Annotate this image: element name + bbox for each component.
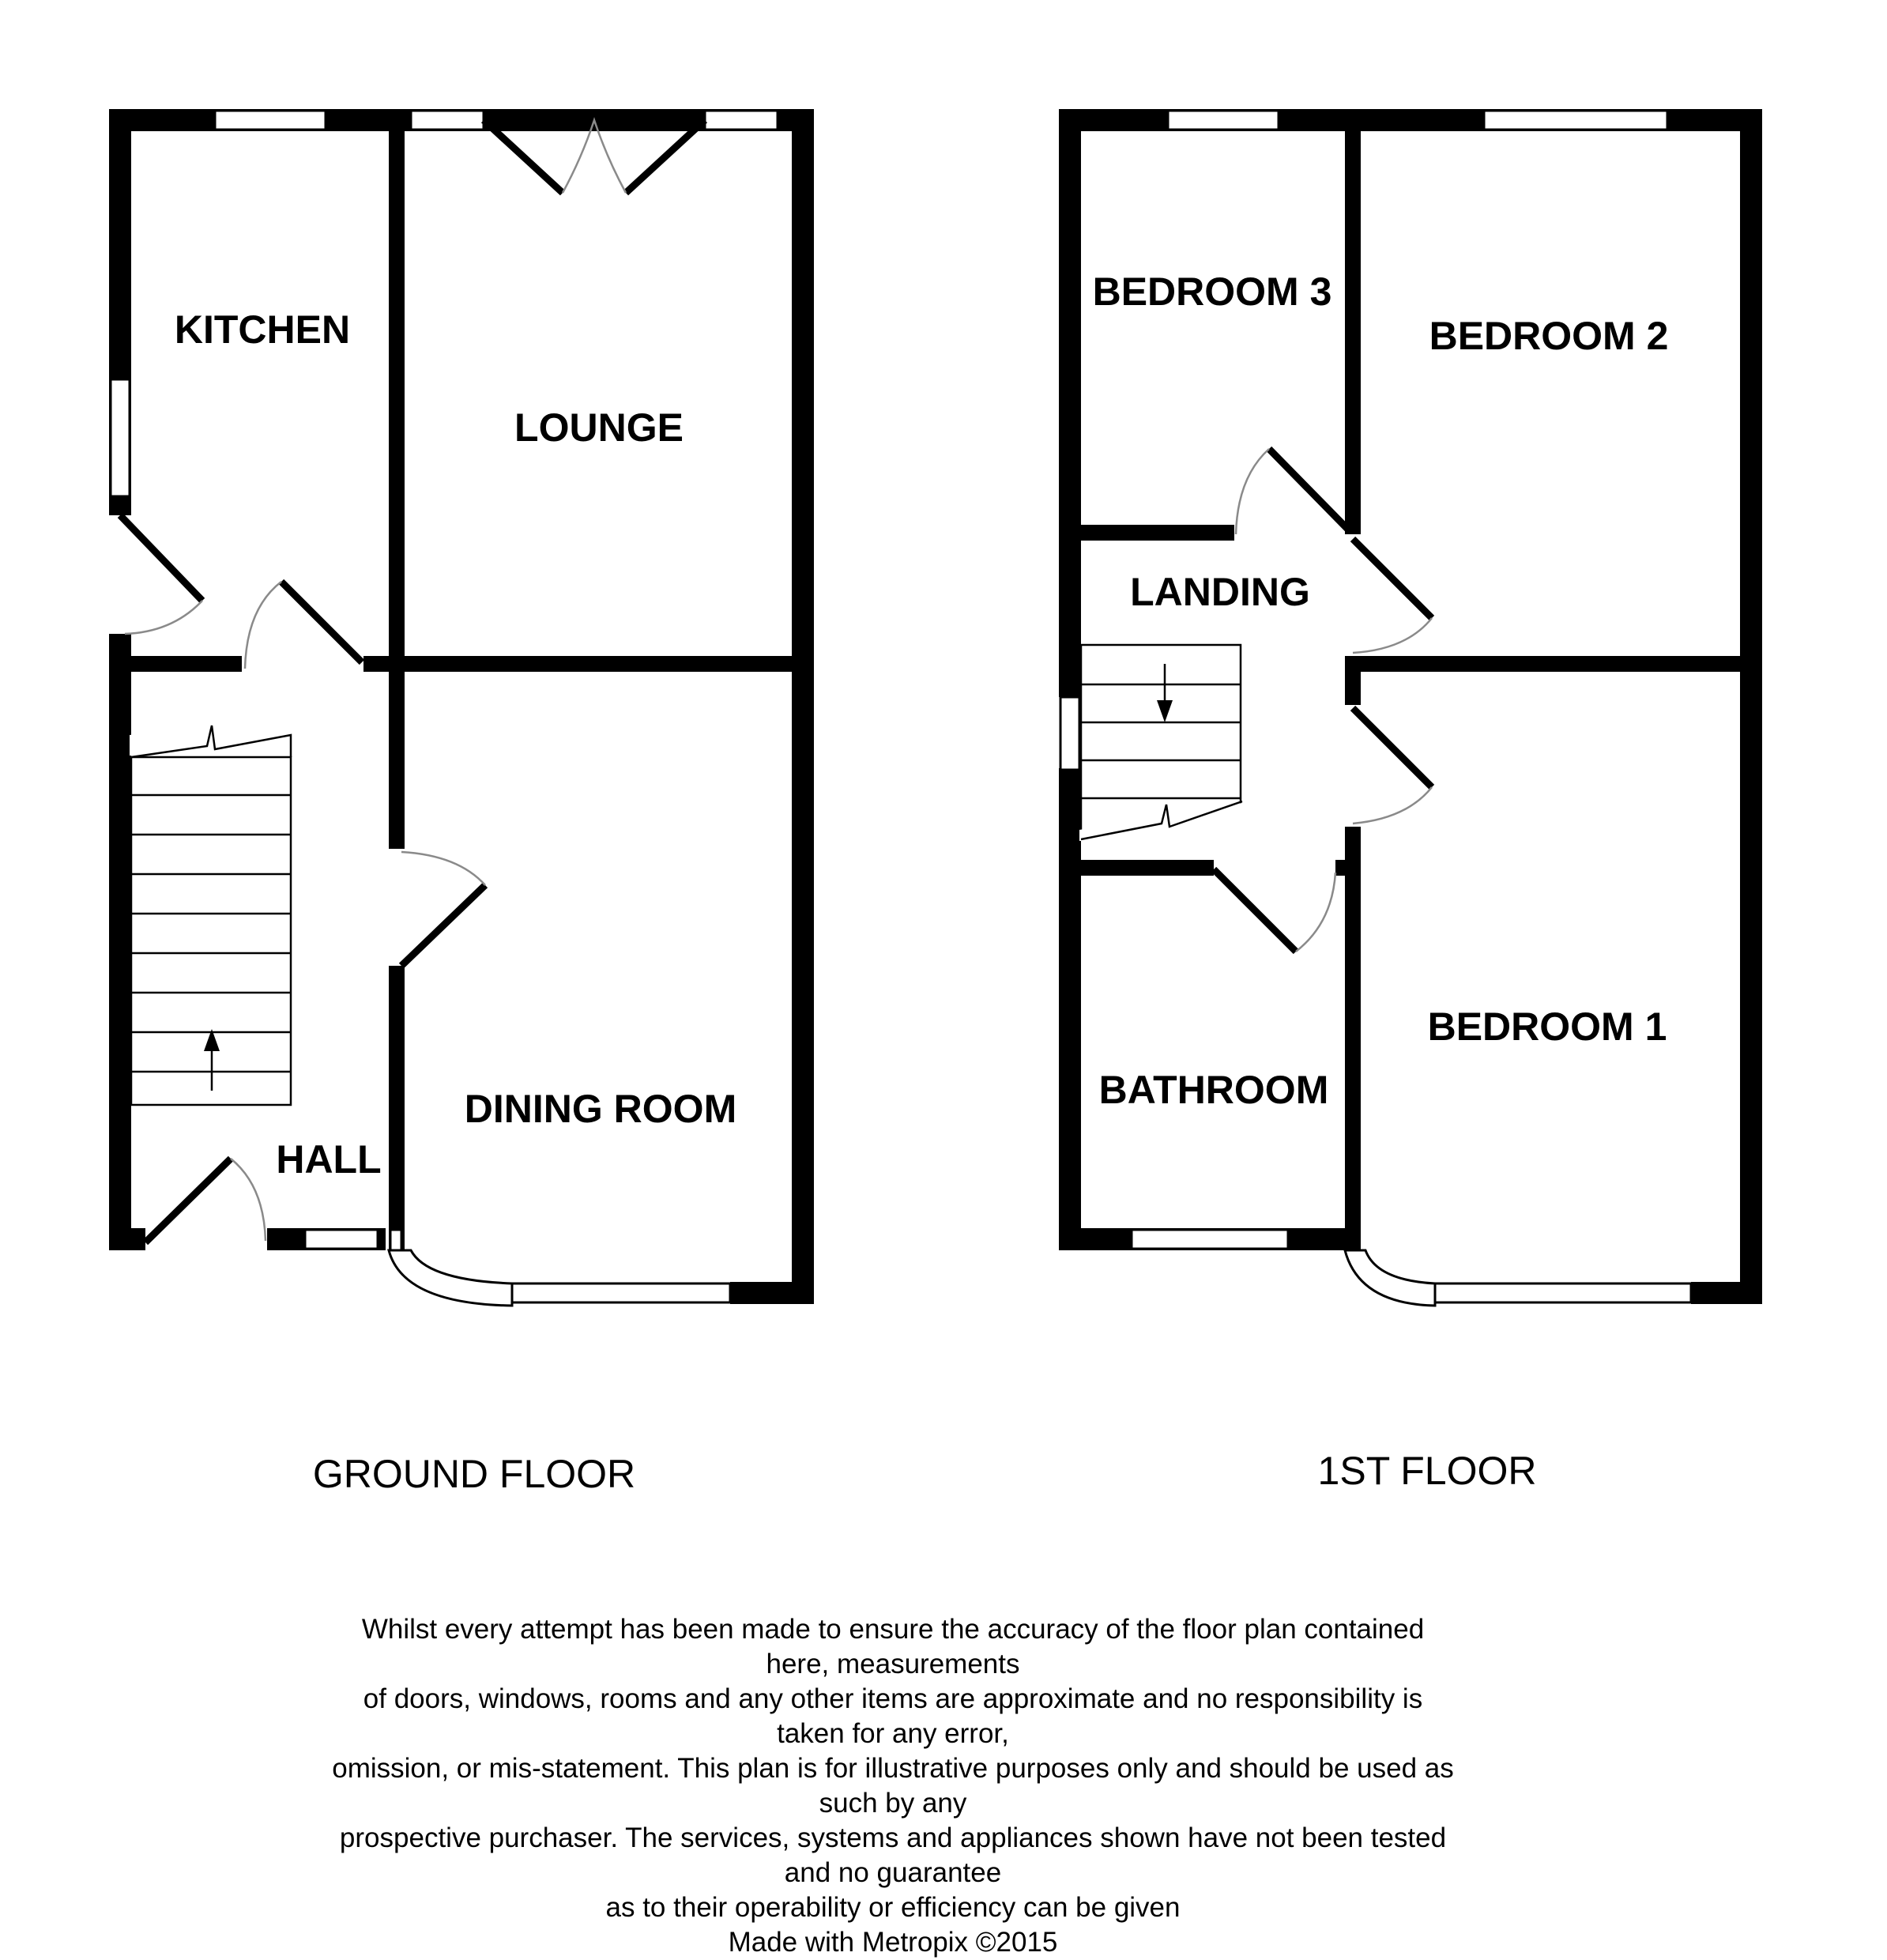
gf-wall-left-lower xyxy=(109,634,131,1250)
gf-wall-lounge-dining xyxy=(389,656,814,672)
gf-kitchen-side-door xyxy=(120,515,202,601)
disclaimer xyxy=(332,1612,1454,1960)
gf-dining-door xyxy=(401,885,485,966)
ff-bed1-door-swing xyxy=(1353,787,1432,824)
gf-staircase xyxy=(130,719,292,1105)
ff-wall-bed2-bed1 xyxy=(1345,656,1762,672)
ff-bed2-window xyxy=(1484,111,1667,130)
room-label-dining-room: DINING ROOM xyxy=(464,1087,737,1131)
ff-bed3-window xyxy=(1168,111,1279,130)
first-floor-title: 1ST FLOOR xyxy=(1317,1449,1537,1493)
gf-wall-right xyxy=(792,109,814,1304)
gf-kitchen-side-window xyxy=(111,379,130,496)
gf-wall-kitchen-hall-left xyxy=(109,656,242,672)
gf-front-door-swing xyxy=(231,1159,266,1241)
gf-wall-kitchen-lounge xyxy=(389,109,405,673)
ff-stair-arrowhead xyxy=(1157,700,1173,722)
disclaimer-line: as to their operability or efficiency can be given xyxy=(605,1892,1181,1923)
ground-floor-title: GROUND FLOOR xyxy=(312,1452,636,1496)
disclaimer-line: Whilst every attempt has been made to ensure the accuracy of the floor plan contained here, measurements xyxy=(361,1614,1425,1679)
disclaimer-line: of doors, windows, rooms and any other items are approximate and no responsibility is taken for any error, xyxy=(363,1683,1423,1749)
ff-bed1-bay-curve xyxy=(1345,1250,1435,1306)
room-label-landing: LANDING xyxy=(1130,570,1310,614)
gf-hall-window xyxy=(305,1230,378,1249)
gf-bay-small-pane xyxy=(390,1230,401,1250)
gf-dining-bay-curve xyxy=(389,1250,512,1306)
ff-landing-window xyxy=(1060,697,1079,770)
room-label-kitchen: KITCHEN xyxy=(174,307,351,352)
ff-wall-right xyxy=(1740,109,1762,1304)
ff-bed3-door xyxy=(1269,449,1350,531)
ff-wall-bath-bed1 xyxy=(1345,860,1361,1250)
gf-wall-hall-dining-lower xyxy=(389,966,405,1250)
ff-wall-bed3-landing xyxy=(1059,525,1234,541)
room-label-hall: HALL xyxy=(276,1137,382,1182)
room-label-bathroom: BATHROOM xyxy=(1098,1068,1329,1112)
gf-kitchen-hall-door-swing xyxy=(245,582,281,669)
ff-bed1-door xyxy=(1353,708,1432,787)
ff-bathroom-door xyxy=(1214,869,1296,952)
credit-line: Made with Metropix ©2015 xyxy=(728,1927,1058,1958)
ff-bed1-bay-window xyxy=(1435,1283,1691,1302)
ff-wall-bottom-right xyxy=(1691,1282,1762,1304)
gf-wall-hall-dining-upper xyxy=(389,656,405,849)
ff-bed3-door-swing xyxy=(1236,449,1269,534)
ff-wall-left-upper xyxy=(1059,109,1081,697)
disclaimer-line: omission, or mis-statement. This plan is for illustrative purposes only and should be used as such by any xyxy=(332,1753,1454,1819)
gf-kitchen-side-door-swing xyxy=(125,601,202,634)
ff-bed2-door xyxy=(1353,539,1432,618)
ff-bathroom-window xyxy=(1132,1230,1288,1249)
ff-wall-left-lower xyxy=(1059,768,1081,1250)
ff-staircase xyxy=(1079,645,1242,841)
room-label-lounge: LOUNGE xyxy=(514,405,684,450)
gf-lounge-window-right xyxy=(705,111,778,130)
gf-wall-bottom-right xyxy=(730,1282,814,1304)
ff-bed2-door-swing xyxy=(1353,618,1432,653)
room-label-bedroom-1: BEDROOM 1 xyxy=(1427,1004,1667,1049)
gf-lounge-window-left xyxy=(411,111,484,130)
gf-front-door xyxy=(145,1159,231,1242)
room-label-bedroom-2: BEDROOM 2 xyxy=(1429,314,1669,358)
ff-bathroom-door-swing xyxy=(1296,873,1335,952)
gf-wall-bottom-left xyxy=(109,1228,145,1250)
disclaimer-line: prospective purchaser. The services, systems and appliances shown have not been tested and no guarantee xyxy=(339,1822,1447,1888)
ff-wall-landing-bed1-stub xyxy=(1345,656,1361,705)
gf-kitchen-window xyxy=(215,111,326,130)
ff-wall-bed3-bed2 xyxy=(1345,109,1361,534)
gf-dining-bay-window xyxy=(512,1283,730,1302)
room-label-bedroom-3: BEDROOM 3 xyxy=(1092,270,1332,314)
gf-dining-door-swing xyxy=(401,852,485,885)
gf-kitchen-hall-door xyxy=(281,582,362,662)
ff-wall-landing-bath-left xyxy=(1059,860,1214,876)
